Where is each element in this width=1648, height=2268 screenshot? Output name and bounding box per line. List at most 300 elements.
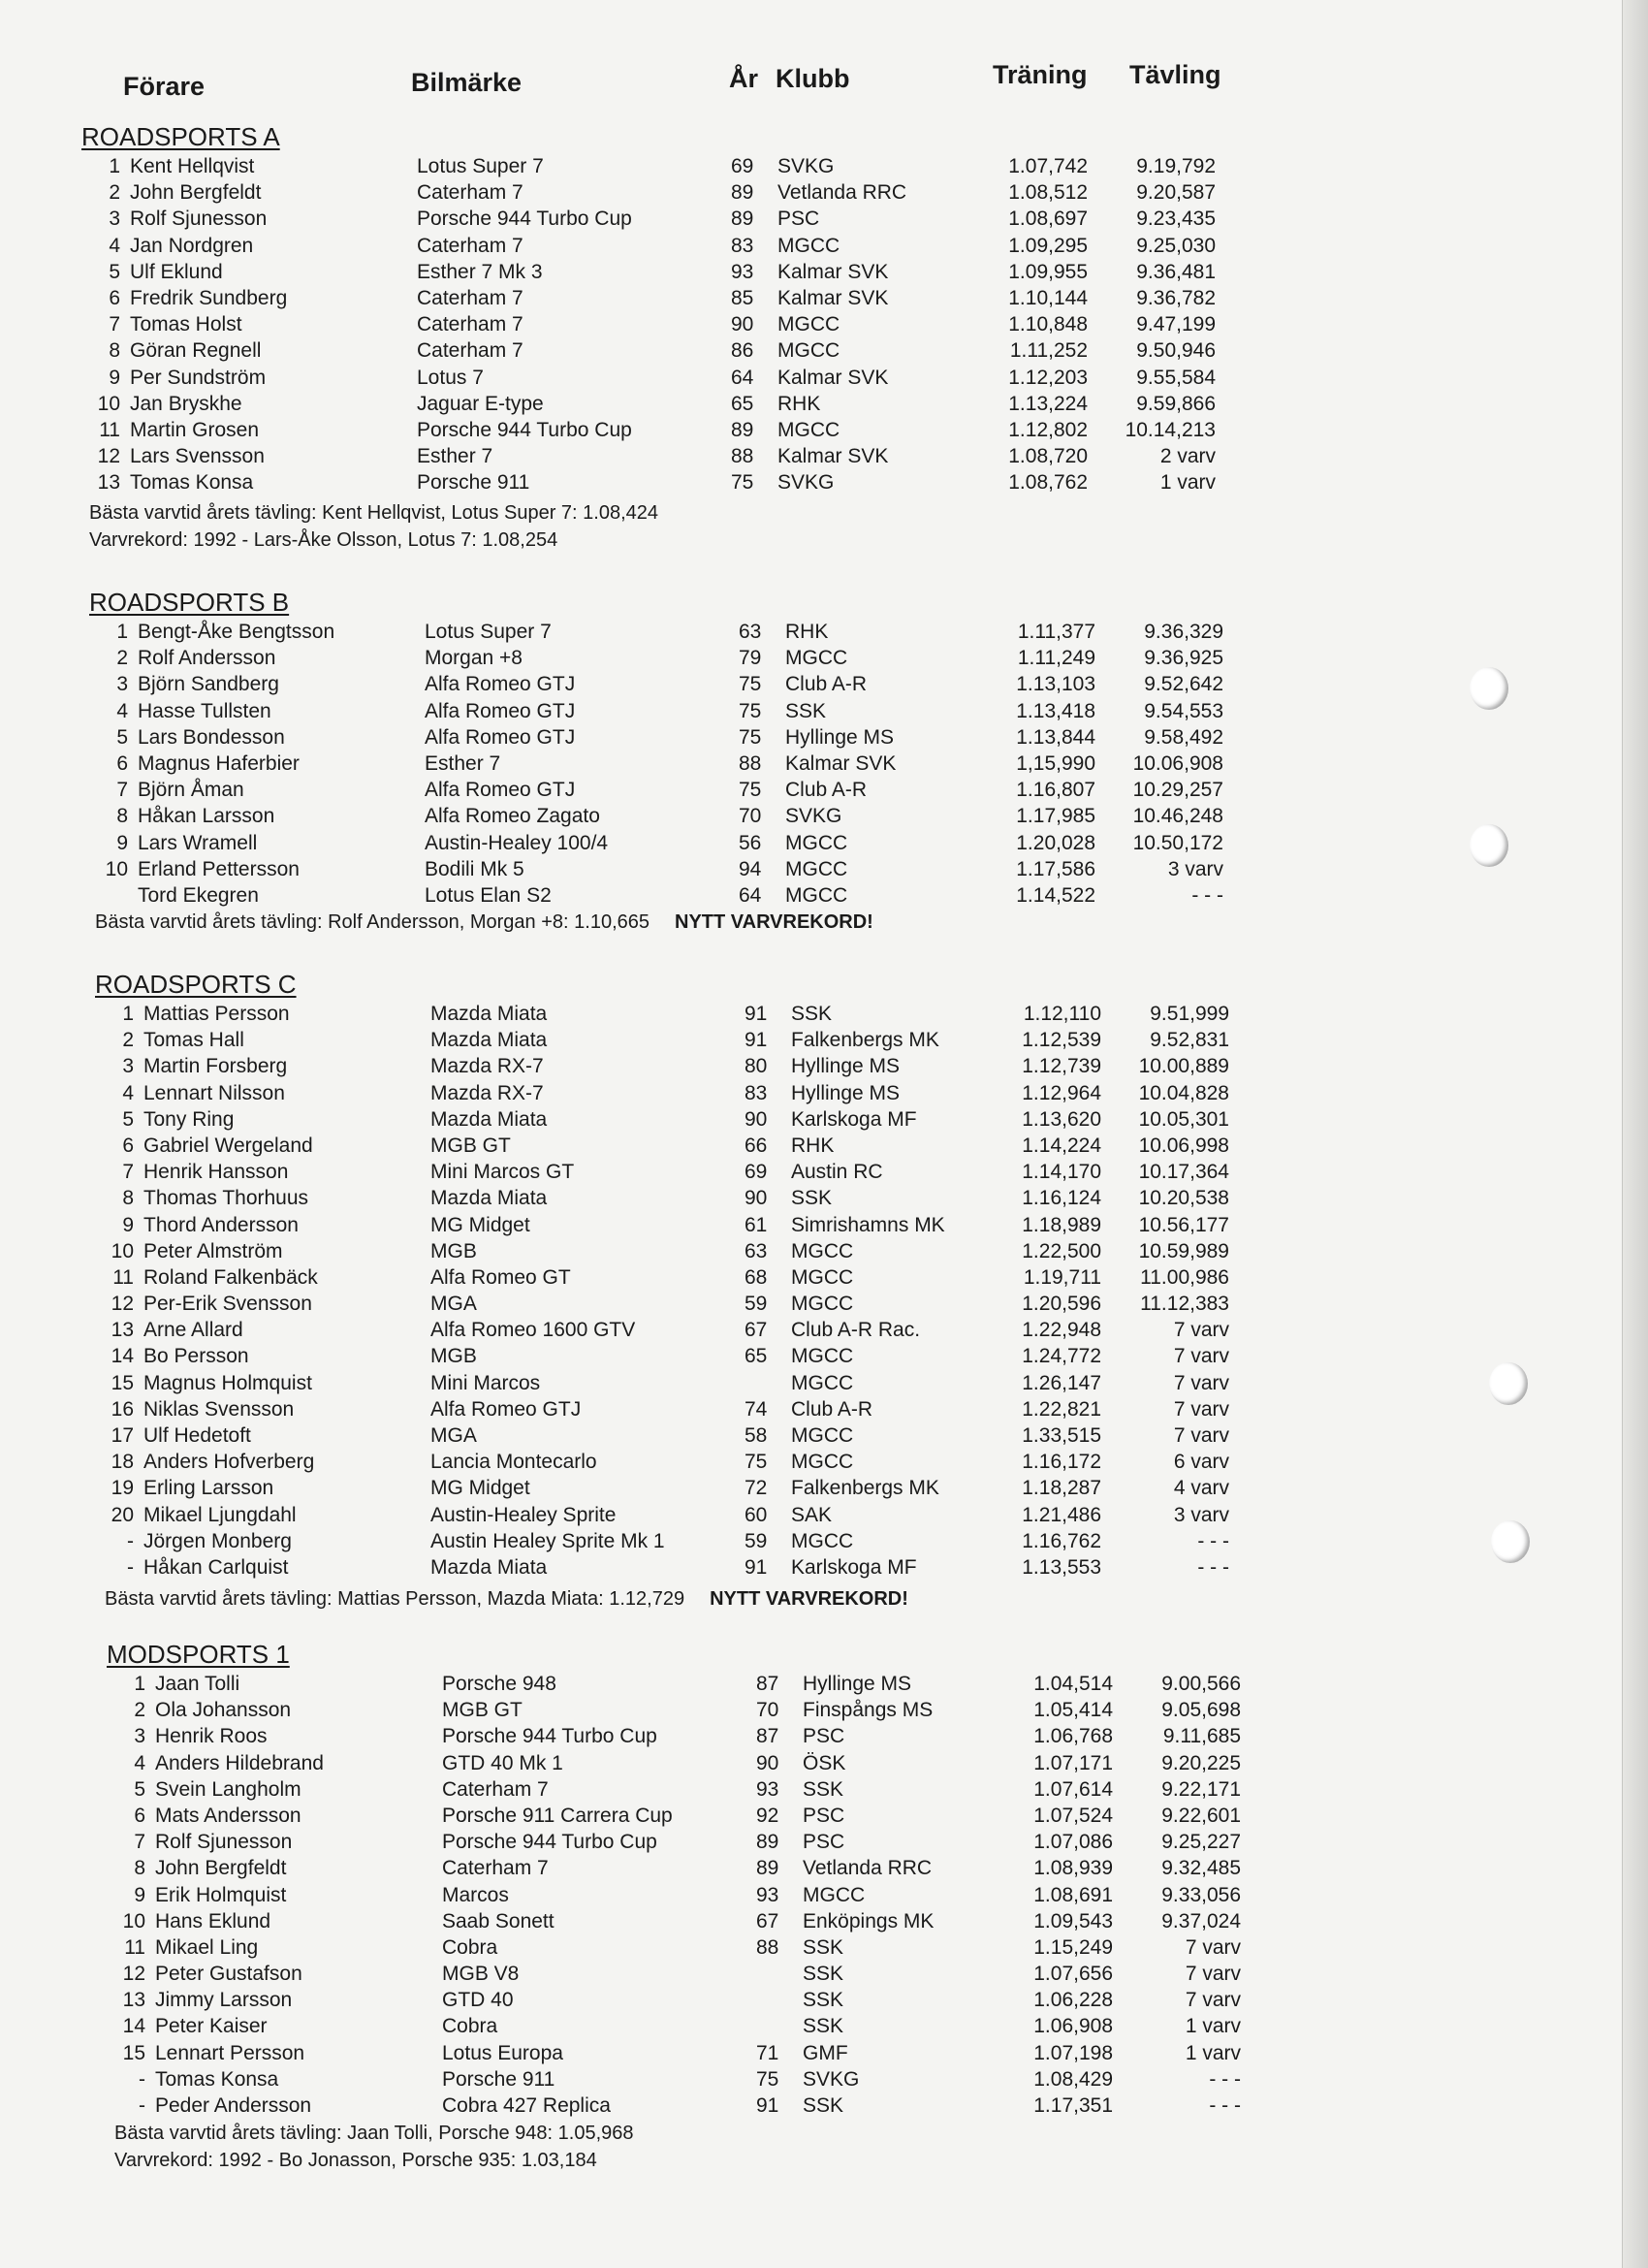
position: -: [127, 1555, 134, 1579]
new-record-label: NYTT VARVREKORD!: [675, 911, 873, 933]
table-row: [107, 1699, 1270, 1725]
car: Mazda Miata: [430, 1107, 548, 1131]
club: Kalmar SVK: [777, 366, 889, 389]
car: Caterham 7: [417, 286, 523, 309]
car: Porsche 911: [417, 471, 530, 495]
training-time: 1.09,955: [1008, 260, 1088, 283]
driver: Erik Holmquist: [155, 1883, 287, 1906]
club: SSK: [791, 1003, 833, 1025]
driver: Rolf Andersson: [138, 647, 276, 670]
binder-hole: [1489, 1362, 1528, 1405]
table-row: [107, 1725, 1270, 1751]
position: 9: [116, 831, 128, 854]
year: 88: [731, 445, 754, 468]
year: 87: [756, 1725, 779, 1748]
club: PSC: [803, 1804, 845, 1827]
position: 4: [134, 1751, 145, 1774]
driver: Per-Erik Svensson: [143, 1293, 312, 1316]
table-row: [81, 181, 1245, 208]
car: Lotus 7: [417, 366, 484, 389]
race-time: 9.36,925: [1144, 647, 1223, 670]
training-time: 1.13,418: [1016, 699, 1095, 722]
year: 92: [756, 1804, 779, 1827]
club: SSK: [785, 699, 827, 722]
training-time: 1.20,596: [1022, 1293, 1101, 1316]
driver: Peder Andersson: [155, 2094, 312, 2117]
driver: Tomas Hall: [143, 1029, 244, 1052]
position: 7: [109, 313, 120, 336]
table-row: [107, 1831, 1270, 1857]
section-title: ROADSPORTS A: [81, 122, 280, 151]
year: 63: [739, 621, 762, 643]
table-row: [89, 884, 1252, 910]
car: Marcos: [442, 1883, 509, 1906]
club: SSK: [803, 1935, 844, 1959]
race-time: 6 varv: [1173, 1451, 1229, 1474]
driver: Martin Forsberg: [143, 1055, 288, 1078]
training-time: 1.26,147: [1022, 1371, 1101, 1394]
race-time: 10.59,989: [1138, 1239, 1229, 1262]
car: Lotus Super 7: [425, 621, 552, 643]
position: 11: [112, 1265, 134, 1289]
training-time: 1.17,586: [1016, 857, 1095, 880]
year: 75: [739, 779, 762, 802]
year: 64: [731, 366, 754, 389]
position: 9: [109, 366, 120, 389]
table-row: [95, 1451, 1258, 1477]
table-row: [81, 261, 1245, 287]
club: Hyllinge MS: [791, 1055, 901, 1078]
position: 8: [109, 339, 120, 363]
club: MGCC: [791, 1293, 854, 1316]
year: 56: [739, 831, 762, 854]
car: GTD 40: [442, 1989, 514, 2012]
car: MGB: [430, 1239, 477, 1262]
training-time: 1.24,772: [1022, 1345, 1101, 1368]
car: Austin-Healey Sprite: [430, 1503, 617, 1526]
club: RHK: [791, 1134, 835, 1157]
training-time: 1.13,103: [1016, 673, 1095, 696]
table-row: [81, 313, 1245, 339]
race-time: 11.00,986: [1140, 1265, 1229, 1289]
position: 18: [111, 1451, 134, 1474]
car: Lotus Elan S2: [425, 883, 552, 907]
car: Alfa Romeo GTJ: [425, 673, 576, 696]
year: 75: [731, 471, 754, 495]
race-time: 9.54,553: [1144, 699, 1223, 722]
driver: Lars Wramell: [138, 831, 258, 854]
race-time: 9.00,566: [1161, 1673, 1241, 1695]
club: MGCC: [785, 647, 848, 670]
driver: Tomas Konsa: [130, 471, 254, 495]
position: 16: [111, 1397, 134, 1421]
driver: Lennart Nilsson: [143, 1081, 285, 1104]
driver: Roland Falkenbäck: [143, 1265, 318, 1289]
position: 13: [122, 1989, 145, 2012]
lap-record-note: Varvrekord: 1992 - Lars-Åke Olsson, Lotus 7: 1.08,254: [89, 529, 558, 551]
year: 89: [756, 1857, 779, 1880]
club: Enköpings MK: [803, 1909, 935, 1933]
driver: Jaan Tolli: [155, 1673, 240, 1695]
training-time: 1.07,742: [1008, 155, 1088, 177]
binder-hole: [1491, 1520, 1530, 1563]
training-time: 1.16,807: [1016, 779, 1095, 802]
driver: Henrik Hansson: [143, 1161, 289, 1184]
driver: Bengt-Åke Bengtsson: [138, 621, 335, 643]
training-time: 1.16,124: [1022, 1187, 1101, 1210]
position: 1: [109, 155, 120, 177]
table-row: [107, 2042, 1270, 2068]
position: 10: [122, 1909, 145, 1933]
race-time: 10.06,998: [1138, 1134, 1229, 1157]
table-row: [107, 1752, 1270, 1778]
table-row: [89, 700, 1252, 726]
table-row: [107, 2015, 1270, 2041]
training-time: 1.08,691: [1033, 1883, 1113, 1906]
race-time: - - -: [1209, 2094, 1241, 2117]
year: 61: [745, 1213, 768, 1236]
table-row: [107, 1884, 1270, 1910]
race-time: 9.23,435: [1136, 208, 1216, 231]
training-time: 1.09,295: [1008, 234, 1088, 257]
table-row: [89, 621, 1252, 647]
race-time: - - -: [1209, 2067, 1241, 2091]
car: Mini Marcos GT: [430, 1161, 575, 1184]
club: Kalmar SVK: [777, 445, 889, 468]
car: MGB GT: [430, 1134, 511, 1157]
binder-hole: [1470, 824, 1508, 867]
training-time: 1.05,414: [1033, 1699, 1113, 1722]
position: 8: [122, 1187, 134, 1210]
results-table: [107, 1673, 1270, 2121]
car: Porsche 944 Turbo Cup: [442, 1831, 657, 1854]
driver: Jimmy Larsson: [155, 1989, 293, 2012]
club: PSC: [803, 1725, 845, 1748]
driver: Niklas Svensson: [143, 1397, 295, 1421]
position: 6: [116, 751, 128, 775]
driver: Rolf Sjunesson: [130, 208, 268, 231]
year: 66: [745, 1134, 768, 1157]
table-row: [95, 1029, 1258, 1055]
table-row: [107, 2068, 1270, 2094]
page-edge: [1622, 0, 1648, 2268]
training-time: 1.08,720: [1008, 445, 1088, 468]
club: Hyllinge MS: [791, 1081, 901, 1104]
position: 17: [111, 1424, 134, 1447]
club: SSK: [803, 2015, 844, 2038]
results-table: [89, 621, 1252, 910]
training-time: 1.12,539: [1022, 1029, 1101, 1052]
table-row: [95, 1134, 1258, 1161]
year: 94: [739, 857, 762, 880]
training-time: 1.07,198: [1033, 2041, 1113, 2064]
club: MGCC: [791, 1345, 854, 1368]
race-time: 9.50,946: [1136, 339, 1216, 363]
table-row: [107, 1936, 1270, 1963]
race-time: 7 varv: [1185, 1963, 1241, 1986]
table-row: [95, 1055, 1258, 1081]
training-time: 1.16,762: [1022, 1529, 1101, 1552]
table-row: [95, 1424, 1258, 1451]
position: 19: [111, 1477, 134, 1500]
race-time: 9.58,492: [1144, 725, 1223, 749]
race-time: 10.14,213: [1125, 418, 1216, 441]
driver: Erland Pettersson: [138, 857, 300, 880]
club: Club A-R: [785, 779, 868, 802]
club: MGCC: [777, 313, 840, 336]
driver: Jan Nordgren: [130, 234, 254, 257]
year: 74: [745, 1397, 768, 1421]
driver: Anders Hildebrand: [155, 1751, 324, 1774]
training-time: 1.18,287: [1022, 1477, 1101, 1500]
position: 11: [124, 1935, 145, 1959]
car: Jaguar E-type: [417, 392, 544, 415]
club: PSC: [777, 208, 820, 231]
header-race: Tävling: [1129, 60, 1221, 89]
club: MGCC: [791, 1424, 854, 1447]
position: 4: [109, 234, 120, 257]
race-time: 9.22,171: [1161, 1777, 1241, 1801]
table-row: [95, 1345, 1258, 1371]
best-lap-note: [89, 502, 658, 525]
training-time: 1.33,515: [1022, 1424, 1101, 1447]
table-row: [95, 1398, 1258, 1424]
driver: Kent Hellqvist: [130, 155, 255, 177]
table-row: [107, 1910, 1270, 1936]
club: MGCC: [791, 1451, 854, 1474]
training-time: 1.09,543: [1033, 1909, 1113, 1933]
driver: Jan Bryskhe: [130, 392, 242, 415]
position: -: [139, 2094, 145, 2117]
race-time: 9.52,642: [1144, 673, 1223, 696]
training-time: 1.21,486: [1022, 1503, 1101, 1526]
position: 5: [134, 1777, 145, 1801]
driver: Lennart Persson: [155, 2041, 305, 2064]
car: Lancia Montecarlo: [430, 1451, 597, 1474]
position: 2: [122, 1029, 134, 1052]
training-time: 1.22,821: [1022, 1397, 1101, 1421]
position: 5: [109, 260, 120, 283]
club: SVKG: [777, 471, 835, 495]
race-time: 1 varv: [1185, 2015, 1241, 2038]
club: RHK: [785, 621, 829, 643]
training-time: 1.11,249: [1017, 647, 1095, 670]
training-time: 1.17,351: [1033, 2094, 1113, 2117]
car: GTD 40 Mk 1: [442, 1751, 563, 1774]
race-time: 9.51,999: [1150, 1003, 1229, 1025]
training-time: 1.13,844: [1016, 725, 1095, 749]
year: 90: [745, 1187, 768, 1210]
club: RHK: [777, 392, 821, 415]
club: Karlskoga MF: [791, 1107, 917, 1131]
year: 75: [739, 725, 762, 749]
club: MGCC: [777, 234, 840, 257]
training-time: 1.12,203: [1008, 366, 1088, 389]
driver: Anders Hofverberg: [143, 1451, 315, 1474]
column-header: [0, 58, 1648, 101]
year: 90: [731, 313, 754, 336]
driver: Björn Sandberg: [138, 673, 279, 696]
year: 85: [731, 286, 754, 309]
section-title: ROADSPORTS B: [89, 588, 290, 617]
car: Mazda RX-7: [430, 1055, 544, 1078]
driver: Mikael Ljungdahl: [143, 1503, 297, 1526]
race-time: 9.25,030: [1136, 234, 1216, 257]
year: 93: [756, 1883, 779, 1906]
driver: Lars Svensson: [130, 445, 265, 468]
table-row: [107, 1805, 1270, 1831]
year: 63: [745, 1239, 768, 1262]
race-time: 4 varv: [1173, 1477, 1229, 1500]
table-row: [95, 1530, 1258, 1556]
year: 91: [745, 1555, 768, 1579]
club: SVKG: [803, 2067, 860, 2091]
club: SSK: [803, 2094, 844, 2117]
year: 70: [756, 1699, 779, 1722]
year: 68: [745, 1265, 768, 1289]
header-driver: Förare: [123, 72, 206, 101]
best-lap-text: Bästa varvtid årets tävling: Mattias Persson, Mazda Miata: 1.12,729: [105, 1588, 685, 1610]
race-time: 9.55,584: [1136, 366, 1216, 389]
training-time: 1.12,739: [1022, 1055, 1101, 1078]
year: 70: [739, 805, 762, 828]
year: 90: [745, 1107, 768, 1131]
table-row: [81, 235, 1245, 261]
position: 9: [134, 1883, 145, 1906]
results-table: [95, 1003, 1258, 1582]
table-row: [107, 1989, 1270, 2015]
table-row: [107, 1857, 1270, 1883]
car: Morgan +8: [425, 647, 523, 670]
year: 60: [745, 1503, 768, 1526]
driver: Bo Persson: [143, 1345, 249, 1368]
table-row: [95, 1240, 1258, 1266]
driver: Ulf Eklund: [130, 260, 223, 283]
position: 12: [97, 445, 120, 468]
race-time: 10.00,889: [1138, 1055, 1229, 1078]
year: 86: [731, 339, 754, 363]
position: 3: [122, 1055, 134, 1078]
table-row: [81, 367, 1245, 393]
race-time: 10.20,538: [1138, 1187, 1229, 1210]
year: 89: [731, 418, 754, 441]
race-time: 7 varv: [1185, 1935, 1241, 1959]
race-time: 7 varv: [1173, 1424, 1229, 1447]
position: 6: [134, 1804, 145, 1827]
position: 12: [111, 1293, 134, 1316]
header-club: Klubb: [776, 64, 850, 93]
car: Mazda Miata: [430, 1555, 548, 1579]
car: Porsche 944 Turbo Cup: [442, 1725, 657, 1748]
race-time: - - -: [1197, 1555, 1229, 1579]
year: 64: [739, 883, 762, 907]
training-time: 1.19,711: [1023, 1265, 1101, 1289]
car: MGB V8: [442, 1963, 520, 1986]
club: Club A-R: [791, 1397, 873, 1421]
car: MGB GT: [442, 1699, 523, 1722]
car: Lotus Super 7: [417, 155, 544, 177]
car: Alfa Romeo GT: [430, 1265, 571, 1289]
car: Saab Sonett: [442, 1909, 555, 1933]
best-lap-text: Bästa varvtid årets tävling: Rolf Andersson, Morgan +8: 1.10,665: [95, 911, 650, 933]
position: 15: [122, 2041, 145, 2064]
year: 75: [756, 2067, 779, 2091]
club: MGCC: [777, 339, 840, 363]
race-time: 9.20,587: [1136, 181, 1216, 205]
training-time: 1.07,614: [1033, 1777, 1113, 1801]
club: SSK: [803, 1989, 844, 2012]
driver: Per Sundström: [130, 366, 267, 389]
race-time: 9.32,485: [1161, 1857, 1241, 1880]
table-row: [107, 1673, 1270, 1699]
table-row: [95, 1082, 1258, 1108]
table-row: [81, 155, 1245, 181]
club: Club A-R: [785, 673, 868, 696]
race-time: 9.25,227: [1161, 1831, 1241, 1854]
car: Caterham 7: [417, 181, 523, 205]
car: Mini Marcos: [430, 1371, 541, 1394]
driver: Gabriel Wergeland: [143, 1134, 313, 1157]
training-time: 1.11,377: [1017, 621, 1095, 643]
section-title: MODSPORTS 1: [107, 1640, 290, 1669]
club: MGCC: [791, 1265, 854, 1289]
car: Caterham 7: [442, 1777, 549, 1801]
club: Karlskoga MF: [791, 1555, 917, 1579]
year: 69: [731, 155, 754, 177]
table-row: [81, 208, 1245, 234]
table-row: [95, 1293, 1258, 1319]
club: Hyllinge MS: [803, 1673, 912, 1695]
position: 20: [111, 1503, 134, 1526]
race-time: 3 varv: [1167, 857, 1223, 880]
header-year: År: [729, 64, 759, 93]
lap-record-note: Varvrekord: 1992 - Bo Jonasson, Porsche 935: 1.03,184: [114, 2150, 597, 2171]
race-time: - - -: [1197, 1529, 1229, 1552]
position: 13: [97, 471, 120, 495]
position: 1: [134, 1673, 145, 1695]
position: 5: [122, 1107, 134, 1131]
training-time: 1.07,086: [1033, 1831, 1113, 1854]
table-row: [81, 419, 1245, 445]
race-time: 9.22,601: [1161, 1804, 1241, 1827]
driver: Thord Andersson: [143, 1213, 299, 1236]
results-table: [81, 155, 1245, 497]
training-time: 1.14,224: [1022, 1134, 1101, 1157]
position: 4: [122, 1081, 134, 1104]
car: Porsche 944 Turbo Cup: [417, 208, 632, 231]
driver: Ola Johansson: [155, 1699, 292, 1722]
year: 75: [745, 1451, 768, 1474]
position: 5: [116, 725, 128, 749]
best-lap-text: Bästa varvtid årets tävling: Kent Hellqvist, Lotus Super 7: 1.08,424: [89, 502, 658, 524]
year: 89: [731, 208, 754, 231]
car: Esther 7: [425, 751, 501, 775]
position: 12: [122, 1963, 145, 1986]
club: MGCC: [791, 1529, 854, 1552]
club: MGCC: [791, 1239, 854, 1262]
race-time: 10.50,172: [1132, 831, 1223, 854]
position: 13: [111, 1319, 134, 1342]
club: SSK: [791, 1187, 833, 1210]
race-time: 10.29,257: [1132, 779, 1223, 802]
year: 79: [739, 647, 762, 670]
club: Simrishamns MK: [791, 1213, 945, 1236]
race-time: 3 varv: [1173, 1503, 1229, 1526]
club: Kalmar SVK: [777, 286, 889, 309]
position: 2: [116, 647, 128, 670]
table-row: [95, 1214, 1258, 1240]
race-time: 9.36,782: [1136, 286, 1216, 309]
